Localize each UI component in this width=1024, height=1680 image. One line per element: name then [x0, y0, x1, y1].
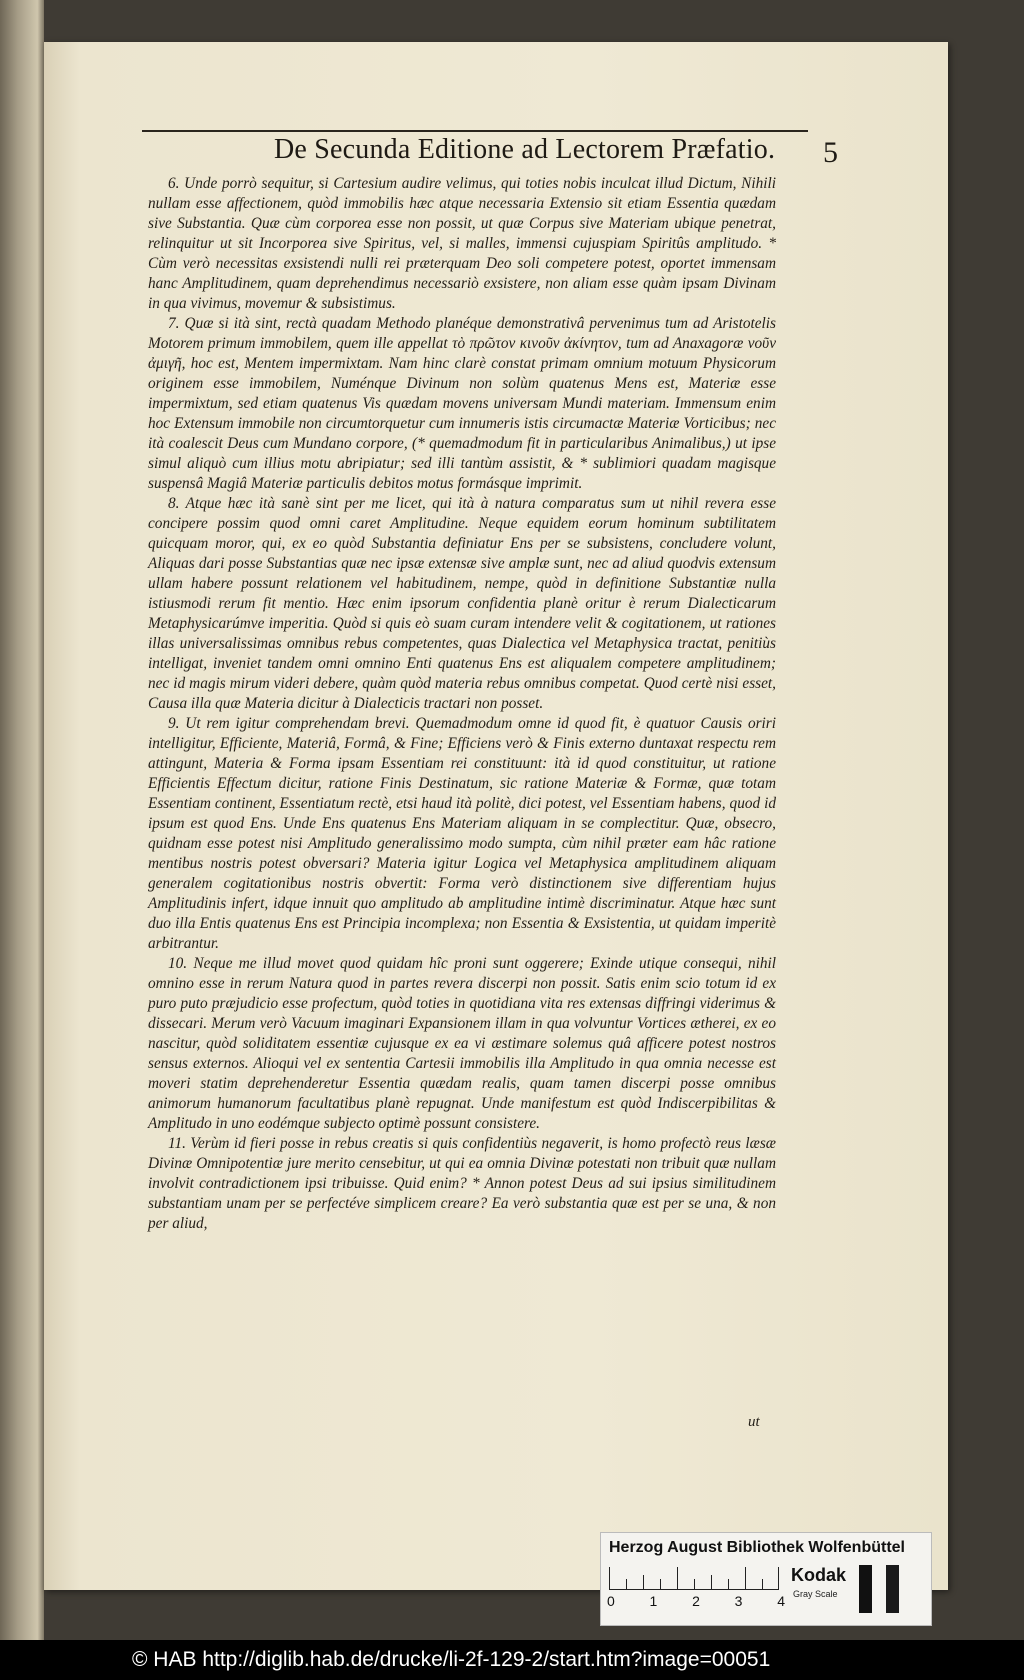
ruler-number: 1	[649, 1593, 658, 1609]
paragraph-9: 9. Ut rem igitur comprehendam brevi. Quemadmodum omne id quod fit, è quatuor Causis oriri intelligitur, Efficiente, Materiâ, Formâ, & Fine; Efficiens verò & Finis externo duntaxat respectu rem attingunt, Materia & Forma ipsam Essentiam rei constituunt: ità id quod constituitur, ut ratione Efficientis Effectum dicitur, ratione Finis Destinatum, sic ratione Materiæ & Formæ, quæ totam Essentiam continent, Essentiatum rectè, etsi haud ità politè, dici potest, vel Essentiam habens, quod id ipsum est quod Ens. Unde Ens quatenus Ens Materiam aliquam in se complectitur. Quæ, obsecro, quidnam esse potest nisi Amplitudo generalissimo modo sumpta, cùm nihil præter eam hâc ratione mentibus nostris potest obversari? Materia igitur Logica vel Metaphysica amplitudinem aliquam generalem cogitationibus nostris obvertit: Forma verò distinctionem sive differentiam hujus Amplitudinis infert, idque innuit quo amplitudo ab amplitudine intimè discriminatur. Atque hæc sunt duo illa Entis quatenus Ens est Principia incomplexa; non Essentia & Exsistentia, ut quidam imperitè arbitrantur.	[148, 715, 776, 952]
ruler-number: 4	[777, 1593, 785, 1609]
library-label: Herzog August Bibliothek Wolfenbüttel	[609, 1539, 905, 1556]
paragraph-6: 6. Unde porrò sequitur, si Cartesium audire velimus, qui toties nobis inculcat illud Dictum, Nihili nullam esse affectionem, quòd immobilis hæc atque necessaria Extensio sit etiam Essentia quædam sive Substantia. Quæ cùm corporea esse non possit, ut quæ Corpus sive Materiam ubique penetrat, relinquitur ut sit Incorporea sive Spiritus, vel, si malles, immensi cujuspiam Spiritûs amplitudo. * Cùm verò necessitas exsistendi nulli rei præterquam Deo soli competere potest, oportet immensam hanc Amplitudinem, quam deprehendimus necessariò exsistere, non aliam esse quàm ipsam Divinam in qua vivimus, movemur & subsistimus.	[148, 175, 776, 312]
copyright-url: © HAB http://diglib.hab.de/drucke/li-2f-129-2/start.htm?image=00051	[132, 1648, 771, 1671]
left-page-edge	[0, 0, 44, 1640]
header-title: De Secunda Editione ad Lectorem Præfatio.	[274, 134, 776, 165]
ruler-number: 3	[734, 1593, 743, 1609]
paragraph-11: 11. Verùm id fieri posse in rebus creatis si quis confidentiùs negaverit, is homo profectò reus læsæ Divinæ Omnipotentiæ jure merito censebitur, ut qui ea omnia Divinæ potestati non tribuit quæ nullam involvit contradictionem ipsi tribuisse. Quid enim? * Annon potest Deus ad sui ipsius similitudinem substantiam unam per se perfectéve simplicem creare? Ea verò substantia quæ est per se una, & non per aliud,	[148, 1135, 776, 1232]
paragraph-7: 7. Quæ si ità sint, rectà quadam Methodo planéque demonstrativâ pervenimus tum ad Aristotelis Motorem primum immobilem, quem ille appellat τὸ πρῶτον κινοῦν ἀκίνητον, tum ad Anaxagoræ νοῦν ἀμιγῆ, hoc est, Mentem impermixtam. Nam hinc clarè constat primam omnium motuum Physicorum originem esse immobilem, Numénque Divinum non solùm quatenus Mens est, Materiæ esse impermixtum, sed etiam quatenus Vis quædam movens universam Mundi materiam. Immensum enim hoc Extensum immobile non circumtorquetur cum innumeris istis circumactæ Materiæ Vorticibus; nec ità coalescit Deus cum Mundano corpore, (* quemadmodum fit in particularibus Animalibus,) ut ipse simul aliquò cum illius motu abripiatur; sed illi tantùm assistit, & * sublimiori quadam magisque suspensâ Magiâ Materiæ particulis debitos motus formásque imprimit.	[148, 315, 776, 492]
page-number: 5	[823, 136, 838, 169]
ruler-number: 2	[692, 1593, 700, 1609]
ruler-scale	[609, 1567, 779, 1590]
color-target-card	[600, 1532, 932, 1626]
ruler-number: 0	[607, 1593, 615, 1609]
body-text	[148, 174, 776, 1234]
kodak-logo: Kodak	[791, 1565, 847, 1585]
header-rule	[142, 130, 808, 132]
gray-scale-swatches	[859, 1565, 899, 1613]
book-page	[44, 42, 948, 1590]
gray-scale-label: Gray Scale	[793, 1589, 838, 1599]
paragraph-8: 8. Atque hæc ità sanè sint per me licet, qui ità à natura comparatus sum ut nihil revera esse concipere possim quod omni caret Amplitudine. Neque equidem eorum hominum subtilitatem quicquam moror, qui, ex eo quòd Substantia definiatur Ens per se subsistens, concludere volunt, Aliquas dari posse Substantias quæ nec ipsæ extensæ sive amplæ sunt, nec ad aliud quodvis extensum ullam habere possunt relationem vel habitudinem, nempe, quòd in definitione Substantiæ nulla istiusmodi rerum fit mentio. Hæc enim ipsorum confidentia planè oritur è rerum Dialecticarum Metaphysicarúmve imperitia. Quòd si quis eò suam curam intendere velit & cogitationem, ut rationes illas universalissimas omnibus rebus competentes, quas Dialectica vel Metaphysica tractat, penitiùs intelligat, inveniet tandem omni omnino Enti quatenus Ens est aliqualem competere amplitudinem; nec id magis mirum videri debere, quàm quòd materia rebus omnibus competat. Quod certè nisi esset, Causa illa quæ Materia dicitur à Dialecticis tractari non posset.	[148, 495, 776, 712]
paragraph-10: 10. Neque me illud movet quod quidam hîc proni sunt oggerere; Exinde utique consequi, nihil omnino esse in rerum Natura quod in partes revera discerpi non possit. Satis enim scio totum id ex puro puto præjudicio esse profectum, quòd toties in quotidiana vita res extensas diffringi viderimus & dissecari. Merum verò Vacuum imaginari Expansionem illam in qua volvuntur Vortices ætherei, ex eo nascitur, quòd soliditatem essentiæ cujusque ex ea vi æstimare solemus quâ afficere potest nostros sensus externos. Alioqui vel ex sententia Cartesii immobilis illa Amplitudo in qua omnia necesse est moveri statim deprehenderetur Essentia quædam realis, quam tamen discerpi posse omnibus animorum humanorum facultatibus planè repugnat. Unde manifestum est quòd Indiscerpibilitas & Amplitudo in uno eodémque subjecto optimè possunt consistere.	[148, 955, 776, 1132]
ruler-numbers	[607, 1593, 785, 1609]
catchword: ut	[748, 1414, 760, 1430]
running-header	[144, 130, 848, 170]
footer-bar	[0, 1640, 1024, 1680]
